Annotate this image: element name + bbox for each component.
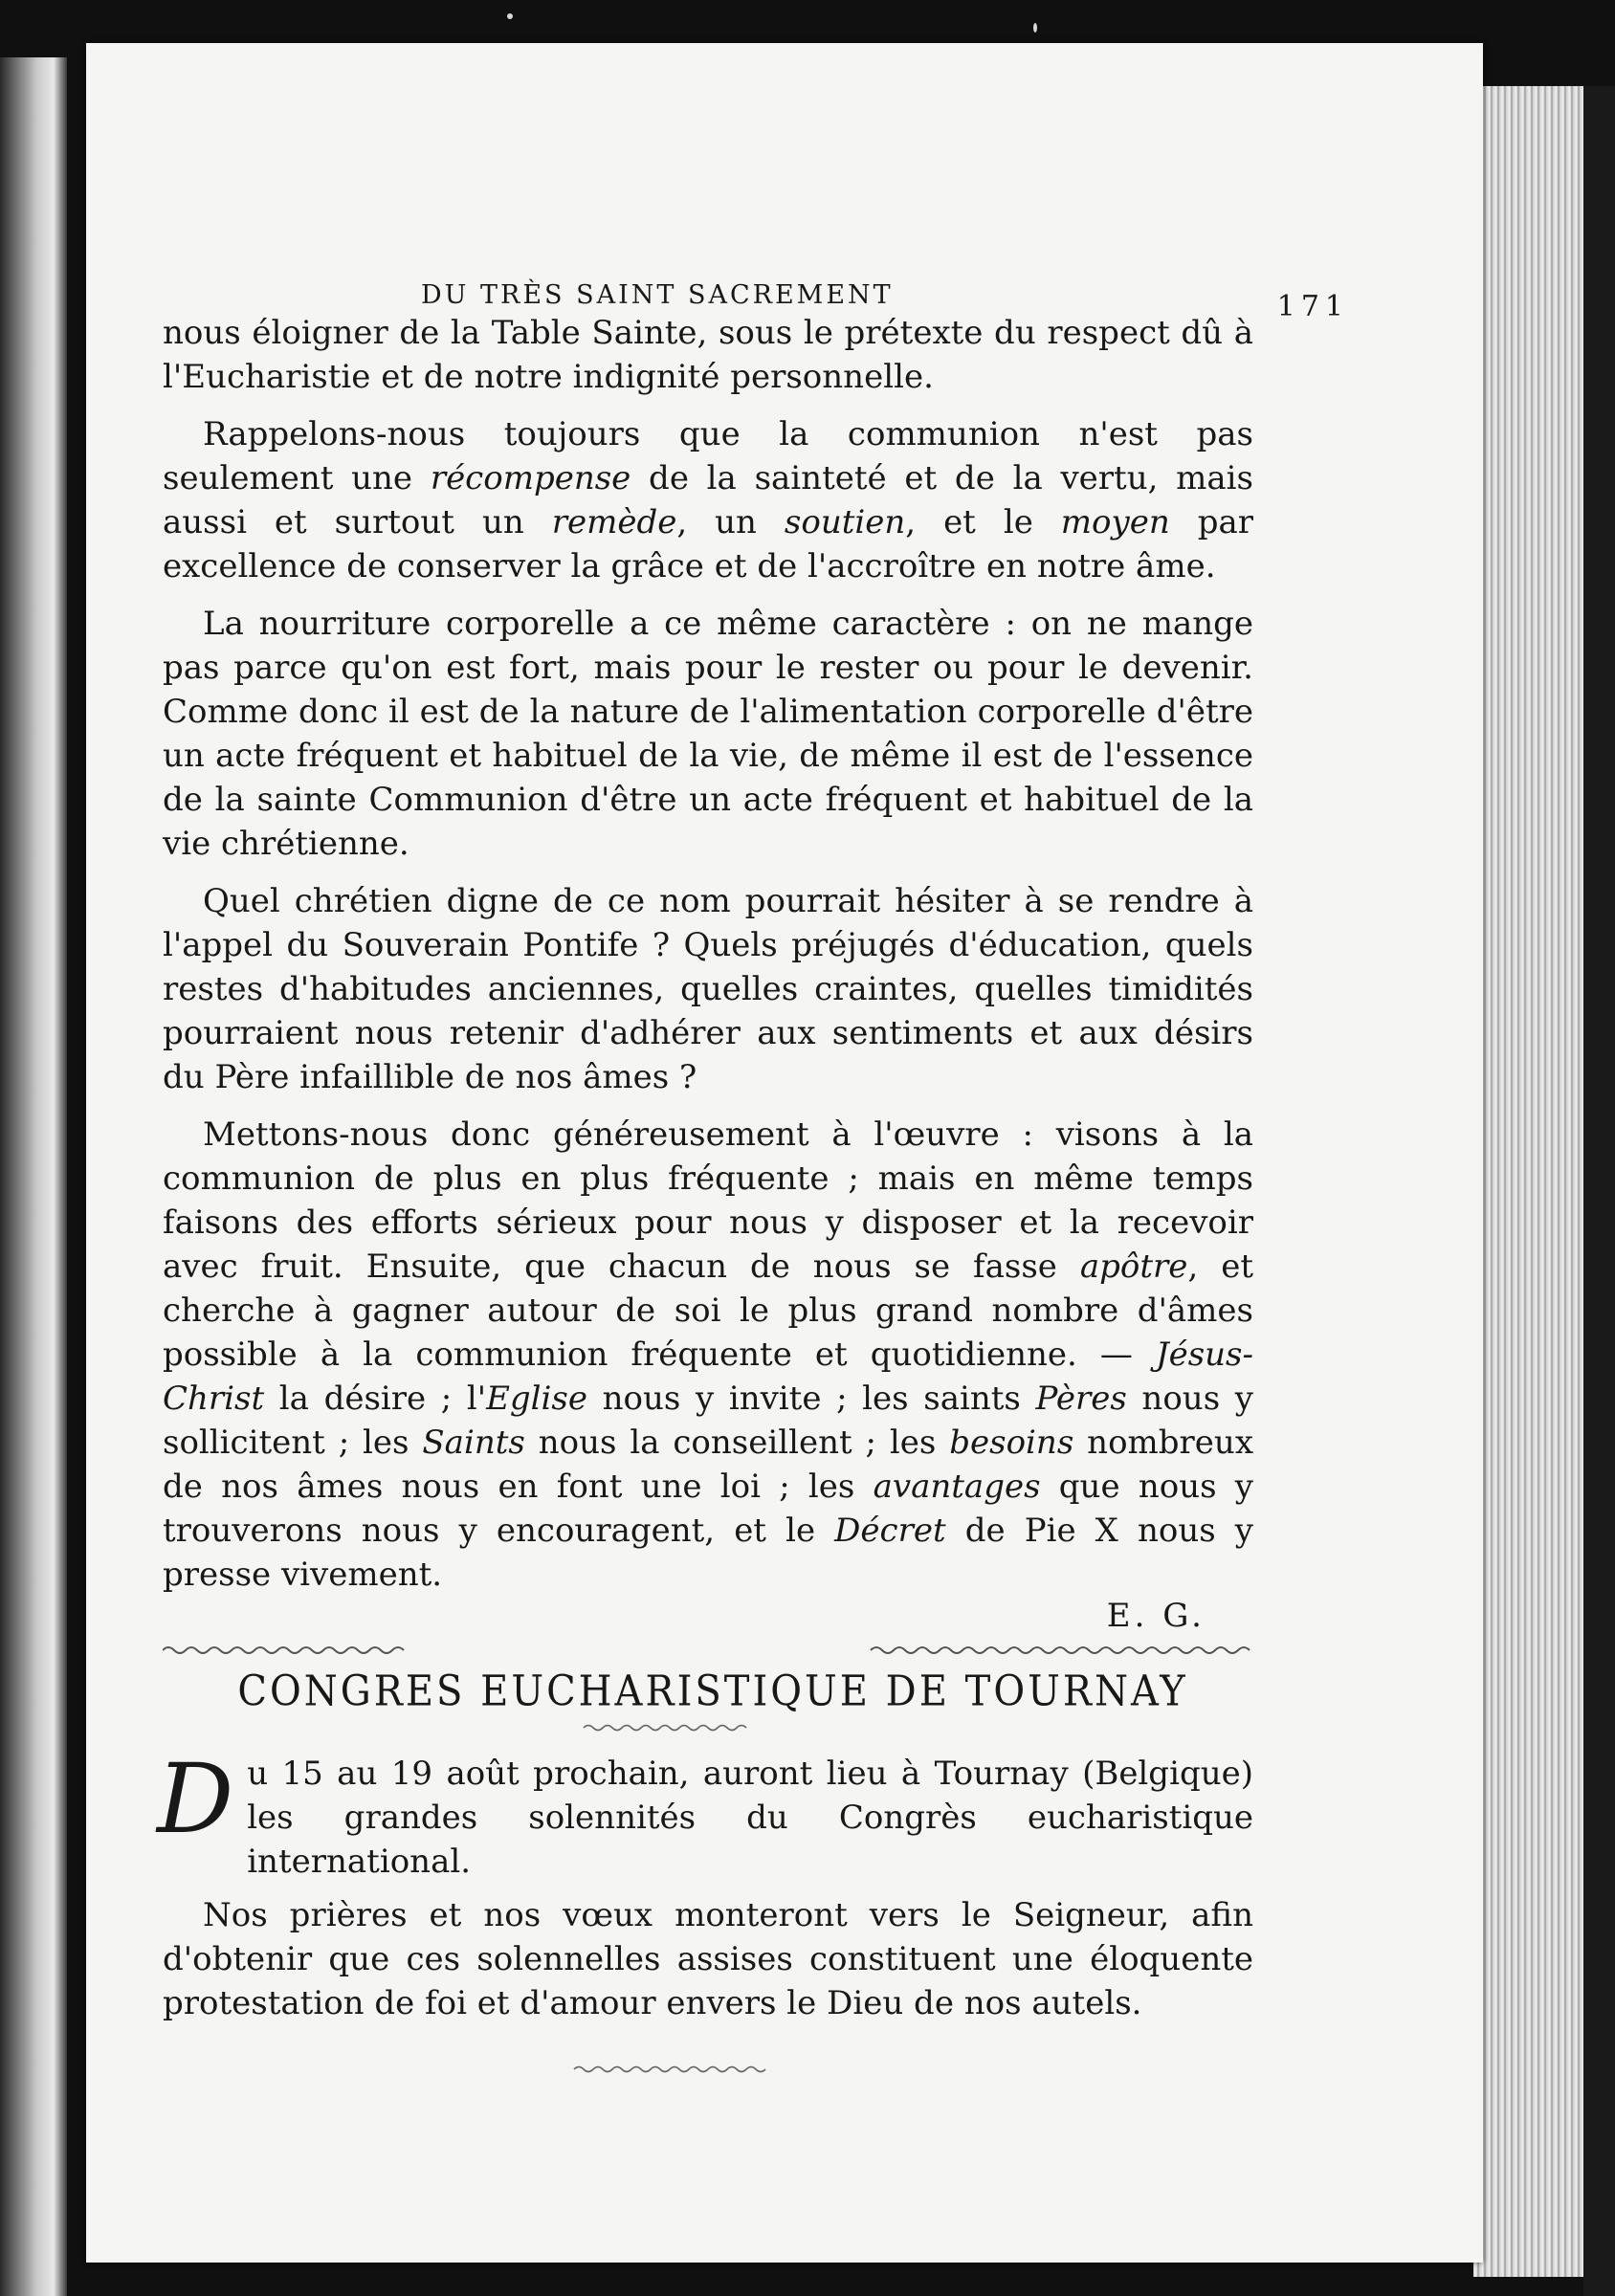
book-page (86, 43, 1483, 2263)
italic-run: Décret (834, 1512, 946, 1550)
closing-wavy-rule-icon (163, 2060, 1263, 2079)
page-content (157, 234, 1349, 2079)
paragraph-1 (163, 311, 1253, 399)
italic-run: remède (551, 503, 677, 541)
italic-run: apôtre (1079, 1247, 1188, 1286)
paragraph-5 (163, 1113, 1253, 1597)
drop-cap-letter: D (157, 1743, 234, 1855)
heading-underline (163, 1719, 1263, 1734)
text-run: nous y invite ; les saints (587, 1380, 1036, 1418)
text-run: que nous y trouverons nous y encouragent, et le (163, 1468, 1253, 1550)
text-run: , et le (905, 503, 1061, 541)
congress-paragraph-2-text: Nos prières et nos vœux monteront vers le Seigneur, afin d'obtenir que ces solennelles assises constituent une éloquente protestation de foi et d'amour envers le Dieu de nos autels. (163, 1896, 1253, 2022)
italic-run: avantages (873, 1468, 1041, 1506)
running-title: DU TRÈS SAINT SACREMENT (421, 280, 894, 310)
paragraph-4 (163, 879, 1253, 1099)
paragraph-4-text: Quel chrétien digne de ce nom pourrait hésiter à se rendre à l'appel du Souverain Pontife ? Quels préjugés d'éducation, quels restes d'habitudes anciennes, quelles craintes, quelles timidités pourraient nous retenir d'adhérer aux sentiments et aux désirs du Père infaillible de nos âmes ? (163, 882, 1253, 1096)
text-run: nous y sollicitent ; les (163, 1380, 1253, 1462)
left-page-edge (0, 57, 67, 2296)
paragraph-1-text: nous éloigner de la Table Sainte, sous le prétexte du respect dû à l'Eucharistie et de notre indignité personnelle. (163, 314, 1253, 396)
congress-paragraph-2 (163, 1893, 1263, 2025)
italic-run: moyen (1060, 503, 1170, 541)
book-spine-shadow (1583, 86, 1615, 2296)
italic-run: Saints (422, 1424, 525, 1462)
italic-run: Jésus-Christ (163, 1336, 1253, 1418)
short-wavy-rule-icon (163, 1719, 1263, 1734)
paragraph-2 (163, 412, 1253, 588)
text-run: nombreux de nos âmes nous en font une loi ; les (163, 1424, 1253, 1506)
text-run: la désire ; l' (264, 1380, 487, 1418)
text-run: par excellence de conserver la grâce et de l'accroître en notre âme. (163, 503, 1253, 585)
section-divider (163, 1637, 1263, 1662)
italic-run: soutien (784, 503, 906, 541)
page-number: 171 (1276, 290, 1349, 323)
closing-ornament (163, 2060, 1263, 2079)
dust-speck (507, 13, 513, 19)
text-run: de la sainteté et de la vertu, mais aussi et surtout un (163, 459, 1253, 541)
dust-speck (1033, 23, 1037, 33)
text-run: Rappelons-nous toujours que la communion n'est pas seulement une (163, 415, 1253, 497)
congress-paragraph-1 (157, 1743, 1263, 1884)
text-run: de Pie X nous y presse vivement. (163, 1512, 1254, 1594)
paragraph-3 (163, 602, 1253, 866)
text-run: , et cherche à gagner autour de soi le plus grand nombre d'âmes possible à la communion fréquente et quotidienne. — (163, 1247, 1254, 1374)
italic-run: récompense (430, 459, 631, 497)
article-body (163, 311, 1263, 1597)
italic-run: Eglise (486, 1380, 587, 1418)
italic-run: Pères (1035, 1380, 1127, 1418)
text-run: Mettons-nous donc généreusement à l'œuvre : visons à la communion de plus en plus fréquente ; mais en même temps faisons des efforts sérieux pour nous y disposer et la recevoir avec fruit. Ensuite, que chacun de nous se fasse (163, 1115, 1253, 1286)
congress-paragraph-1-text: u 15 au 19 août prochain, auront lieu à Tournay (Belgique) les grandes solennités du Congrès eucharistique international. (247, 1755, 1253, 1881)
text-run: , un (676, 503, 785, 541)
wavy-rule-icon (163, 1637, 1263, 1662)
italic-run: besoins (949, 1424, 1074, 1462)
book-fore-edge (1473, 86, 1588, 2277)
running-head (163, 234, 1349, 323)
section-heading: CONGRES EUCHARISTIQUE DE TOURNAY (237, 1667, 1188, 1716)
text-run: nous la conseillent ; les (524, 1424, 950, 1462)
author-signature: E. G. (1106, 1597, 1206, 1635)
paragraph-3-text: La nourriture corporelle a ce même caractère : on ne mange pas parce qu'on est fort, mais pour le rester ou pour le devenir. Comme donc il est de la nature de l'alimentation corporelle d'être un acte fréquent et habituel de la vie, de même il est de l'essence de la sainte Communion d'être un acte fréquent et habituel de la vie chrétienne. (163, 605, 1253, 863)
